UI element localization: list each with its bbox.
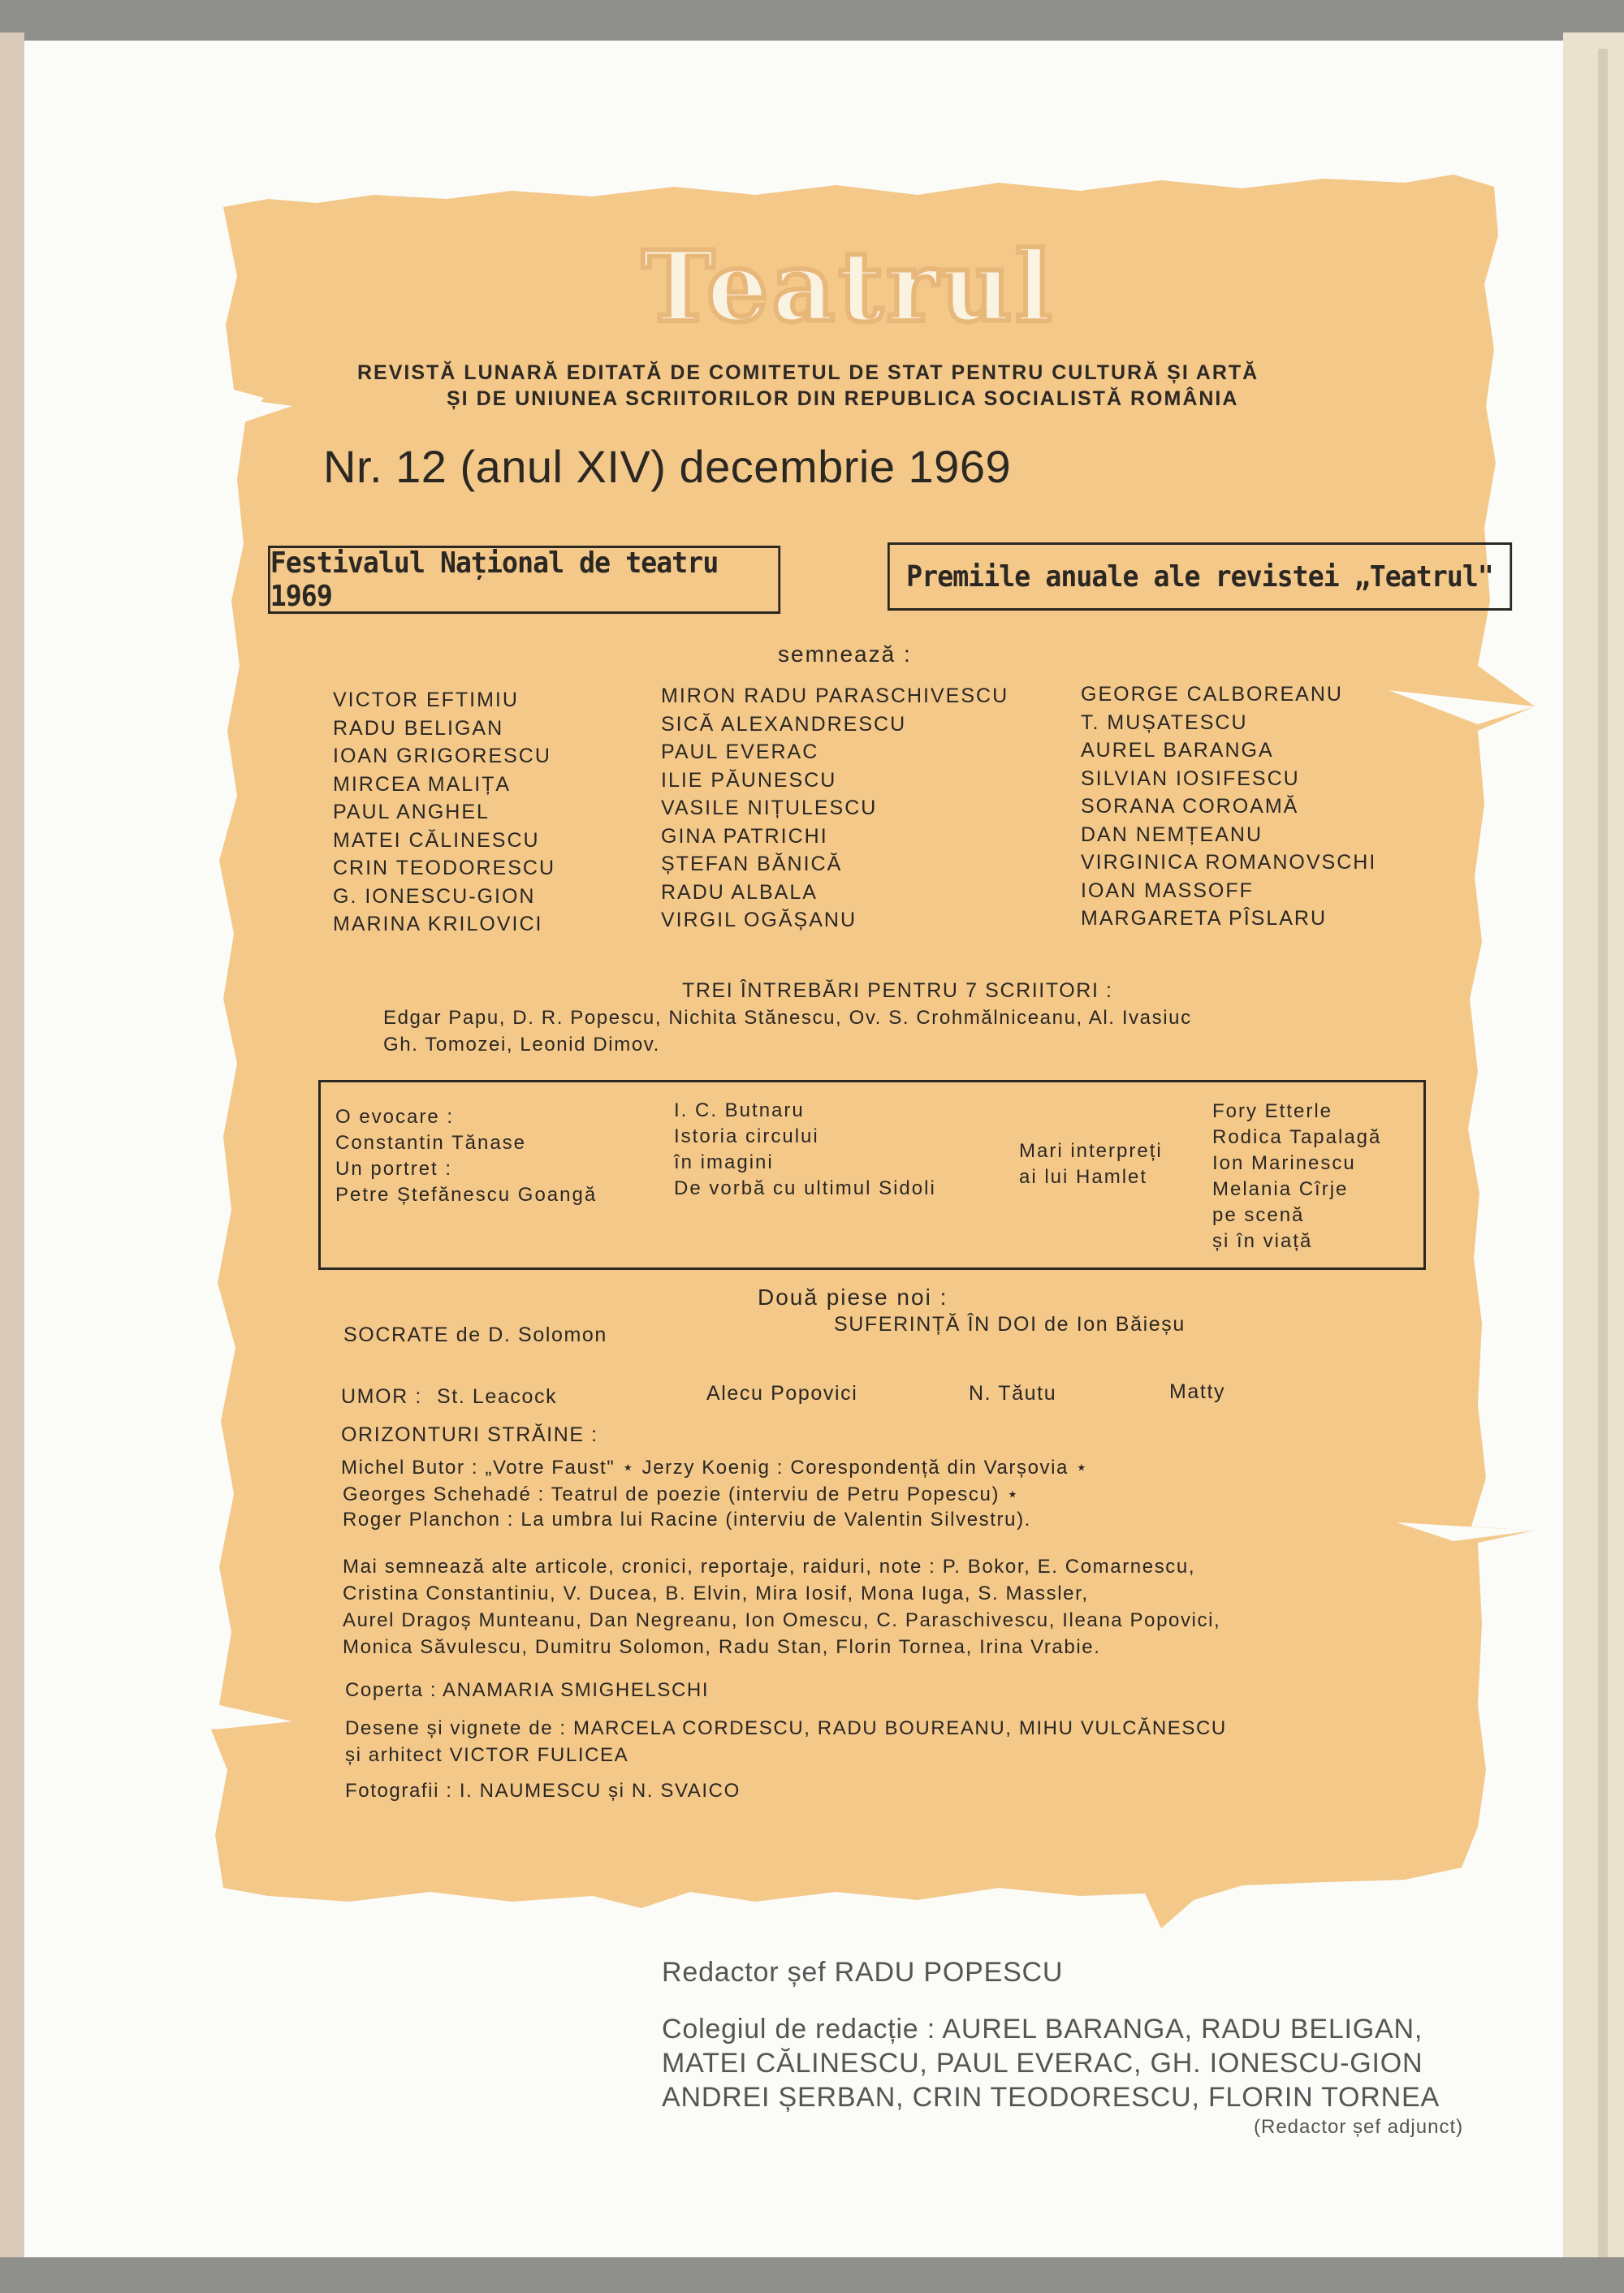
feature-line: Melania Cîrje [1212, 1178, 1349, 1200]
humor-item: St. Leacock [437, 1385, 558, 1408]
foreign-line: Georges Schehadé : Teatrul de poezie (interviu de Petru Popescu) ⋆ [343, 1483, 1020, 1505]
signer-name: VICTOR EFTIMIU [333, 689, 519, 711]
signer-name: VIRGIL OGĂȘANU [661, 909, 857, 931]
humor-item: Alecu Popovici [706, 1382, 858, 1405]
box-awards [888, 542, 1512, 611]
signer-name: ȘTEFAN BĂNICĂ [661, 853, 843, 875]
svg-text:Teatrul: Teatrul [641, 230, 1056, 344]
feature-line: Istoria circului [674, 1125, 819, 1147]
signer-name: VASILE NIȚULESCU [661, 797, 878, 819]
foreign-line: Roger Planchon : La umbra lui Racine (interviu de Valentin Silvestru). [343, 1509, 1031, 1531]
features-column-2 [674, 1098, 936, 1202]
signer-name: G. IONESCU-GION [333, 884, 536, 908]
signers-label: semnează : [778, 641, 912, 667]
foreign-title: ORIZONTURI STRĂINE : [341, 1423, 598, 1446]
editorial-board-line2: MATEI CĂLINESCU, PAUL EVERAC, GH. IONESCU-GION [662, 2048, 1423, 2079]
foreign-line: Michel Butor : „Votre Faust" ⋆ Jerzy Koenig : Corespondență din Varșovia ⋆ [341, 1457, 1089, 1479]
signer-name: PAUL EVERAC [661, 741, 819, 763]
editorial-board-line3: ANDREI ȘERBAN, CRIN TEODORESCU, FLORIN TORNEA [662, 2082, 1440, 2113]
editorial-board-line1: Colegiul de redacție : AUREL BARANGA, RADU BELIGAN, [662, 2014, 1423, 2045]
cover-credit: Coperta : ANAMARIA SMIGHELSCHI [345, 1679, 710, 1701]
questions-line2: Gh. Tomozei, Leonid Dimov. [383, 1034, 660, 1056]
features-column-3 [1019, 1138, 1163, 1190]
magazine-page [24, 41, 1563, 2257]
signer-name: IOAN GRIGORESCU [333, 745, 551, 767]
feature-line: De vorbă cu ultimul Sidoli [674, 1177, 936, 1199]
editor-in-chief: Redactor șef RADU POPESCU [662, 1957, 1064, 1988]
signers-column-1 [333, 686, 555, 939]
signer-name: RADU BELIGAN [333, 716, 504, 740]
signer-name: SORANA COROAMĂ [1081, 795, 1299, 818]
signer-name: SICĂ ALEXANDRESCU [661, 712, 907, 736]
humor-label: UMOR : [341, 1385, 422, 1408]
teatrul-logo [560, 211, 1137, 357]
feature-line: Fory Etterle [1212, 1100, 1333, 1122]
signer-name: MARGARETA PÎSLARU [1081, 907, 1328, 930]
others-line: Cristina Constantiniu, V. Ducea, B. Elvin, Mira Iosif, Mona Iuga, S. Massler, [343, 1583, 1089, 1604]
others-line: Mai semnează alte articole, cronici, reportaje, raiduri, note : P. Bokor, E. Comarnescu, [343, 1556, 1196, 1578]
signer-name: MIRON RADU PARASCHIVESCU [661, 684, 1009, 707]
questions-title: TREI ÎNTREBĂRI PENTRU 7 SCRIITORI : [682, 979, 1113, 1002]
feature-line: Rodica Tapalagă [1212, 1126, 1382, 1148]
feature-line: Constantin Tănase [335, 1132, 527, 1154]
signers-column-2 [661, 682, 1009, 935]
feature-line: Mari interpreți [1019, 1140, 1163, 1162]
signers-column-3 [1081, 680, 1376, 933]
signer-name: MIRCEA MALIȚA [333, 772, 512, 796]
box-awards-label: Premiile anuale ale revistei „Teatrul" [906, 559, 1493, 594]
drawings-credit-line1: Desene și vignete de : MARCELA CORDESCU, RADU BOUREANU, MIHU VULCĂNESCU [345, 1717, 1227, 1739]
feature-line: Un portret : [335, 1158, 453, 1180]
box-festival [268, 546, 780, 614]
signer-name: GINA PATRICHI [661, 824, 828, 848]
signer-name: GEORGE CALBOREANU [1081, 683, 1343, 706]
book-spine-left [0, 32, 24, 2257]
signer-name: SILVIAN IOSIFESCU [1081, 766, 1300, 790]
feature-line: Ion Marinescu [1212, 1152, 1356, 1174]
feature-line: Petre Ștefănescu Goangă [335, 1184, 598, 1206]
book-edge-right [1563, 32, 1624, 2257]
feature-line: pe scenă [1212, 1204, 1305, 1226]
masthead-subtitle-line2: ȘI DE UNIUNEA SCRIITORILOR DIN REPUBLICA SOCIALISTĂ ROMÂNIA [447, 387, 1239, 410]
drawings-credit-line2: și arhitect VICTOR FULICEA [345, 1744, 629, 1766]
book-edge-right-inner [1598, 49, 1608, 2257]
features-column-4 [1212, 1099, 1381, 1254]
others-line: Monica Săvulescu, Dumitru Solomon, Radu Stan, Florin Tornea, Irina Vrabie. [343, 1636, 1101, 1658]
feature-line: O evocare : [335, 1106, 455, 1128]
masthead-subtitle-line1: REVISTĂ LUNARĂ EDITATĂ DE COMITETUL DE STAT PENTRU CULTURĂ ȘI ARTĂ [357, 361, 1259, 384]
signer-name: ILIE PĂUNESCU [661, 768, 837, 792]
photos-credit: Fotografii : I. NAUMESCU și N. SVAICO [345, 1780, 741, 1802]
signer-name: CRIN TEODORESCU [333, 857, 556, 879]
signer-name: PAUL ANGHEL [333, 801, 490, 823]
play-left: SOCRATE de D. Solomon [343, 1324, 607, 1346]
feature-line: ai lui Hamlet [1019, 1166, 1148, 1188]
box-festival-label: Festivalul Național de teatru 1969 [270, 546, 719, 613]
signer-name: VIRGINICA ROMANOVSCHI [1081, 851, 1377, 874]
feature-line: și în viață [1212, 1230, 1313, 1252]
features-column-1 [335, 1104, 597, 1208]
humor-item: N. Tăutu [969, 1382, 1057, 1405]
feature-line: în imagini [674, 1151, 774, 1173]
plays-title: Două piese noi : [758, 1285, 948, 1310]
signer-name: MARINA KRILOVICI [333, 913, 543, 935]
issue-title: Nr. 12 (anul XIV) decembrie 1969 [323, 441, 1012, 492]
signer-name: IOAN MASSOFF [1081, 879, 1254, 902]
play-right: SUFERINȚĂ ÎN DOI de Ion Băieșu [834, 1313, 1186, 1336]
others-line: Aurel Dragoș Munteanu, Dan Negreanu, Ion Omescu, C. Paraschivescu, Ileana Popovici, [343, 1609, 1221, 1631]
questions-line1: Edgar Papu, D. R. Popescu, Nichita Stănescu, Ov. S. Crohmălniceanu, Al. Ivasiuc [383, 1007, 1192, 1029]
signer-name: MATEI CĂLINESCU [333, 828, 540, 852]
signer-name: RADU ALBALA [661, 880, 818, 904]
signer-name: DAN NEMȚEANU [1081, 823, 1263, 846]
deputy-editor-note: (Redactor șef adjunct) [1254, 2116, 1464, 2138]
humor-item: Matty [1169, 1380, 1226, 1403]
signer-name: AUREL BARANGA [1081, 739, 1274, 762]
signer-name: T. MUȘATESCU [1081, 710, 1248, 734]
feature-line: I. C. Butnaru [674, 1099, 805, 1121]
